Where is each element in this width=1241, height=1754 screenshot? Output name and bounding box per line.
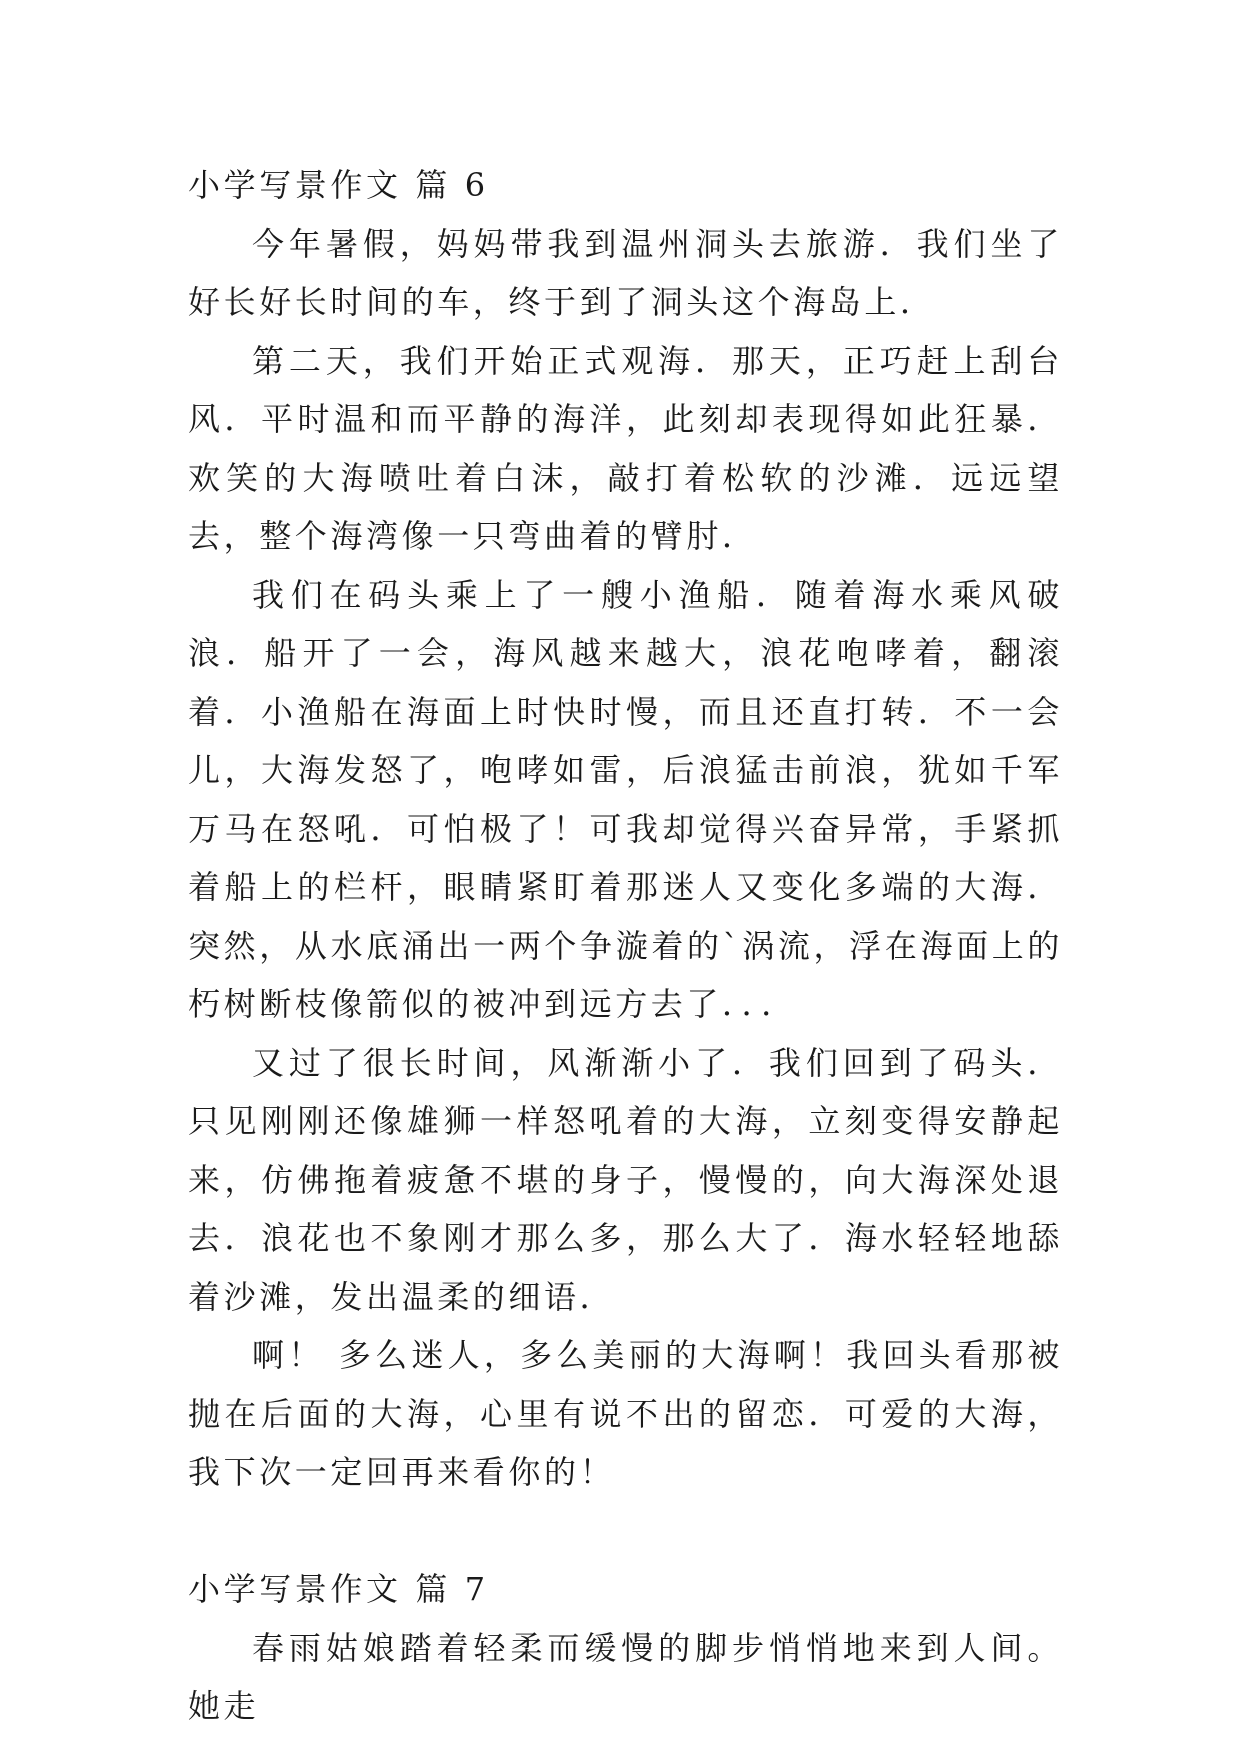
section-spacer bbox=[188, 1502, 1063, 1561]
section-6-paragraph-2: 第二天，我们开始正式观海．那天，正巧赶上刮台风．平时温和而平静的海洋，此刻却表现得如此狂暴．欢笑的大海喷吐着白沫，敲打着松软的沙滩．远远望去，整个海湾像一只弯曲着的臂肘． bbox=[188, 341, 1063, 555]
section-7-paragraph-1: 春雨姑娘踏着轻柔而缓慢的脚步悄悄地来到人间。她走 bbox=[188, 1628, 1063, 1725]
document-content bbox=[188, 156, 1063, 1736]
section-6-paragraph-3: 我们在码头乘上了一艘小渔船．随着海水乘风破浪．船开了一会，海风越来越大，浪花咆哮着，翻滚着．小渔船在海面上时快时慢，而且还直打转．不一会儿，大海发怒了，咆哮如雷，后浪猛击前浪，犹如千军万马在怒吼．可怕极了！可我却觉得兴奋异常，手紧抓着船上的栏杆，眼睛紧盯着那迷人又变化多端的大海．突然，从水底涌出一两个争漩着的`涡流，浮在海面上的朽树断枝像箭似的被冲到远方去了．．． bbox=[188, 575, 1063, 1023]
section-6-paragraph-5: 啊！ 多么迷人，多么美丽的大海啊！我回头看那被抛在后面的大海，心里有说不出的留恋．可爱的大海，我下次一定回再来看你的！ bbox=[188, 1336, 1063, 1491]
section-6-title: 小学写景作文 篇 6 bbox=[188, 166, 489, 204]
section-6-paragraph-1: 今年暑假，妈妈带我到温州洞头去旅游．我们坐了好长好长时间的车，终于到了洞头这个海岛上． bbox=[188, 224, 1063, 321]
section-6-paragraph-4: 又过了很长时间，风渐渐小了．我们回到了码头．只见刚刚还像雄狮一样怒吼着的大海，立刻变得安静起来，仿佛拖着疲惫不堪的身子，慢慢的，向大海深处退去．浪花也不象刚才那么多，那么大了．海水轻轻地舔着沙滩，发出温柔的细语． bbox=[188, 1043, 1063, 1316]
section-7-title: 小学写景作文 篇 7 bbox=[188, 1570, 489, 1608]
